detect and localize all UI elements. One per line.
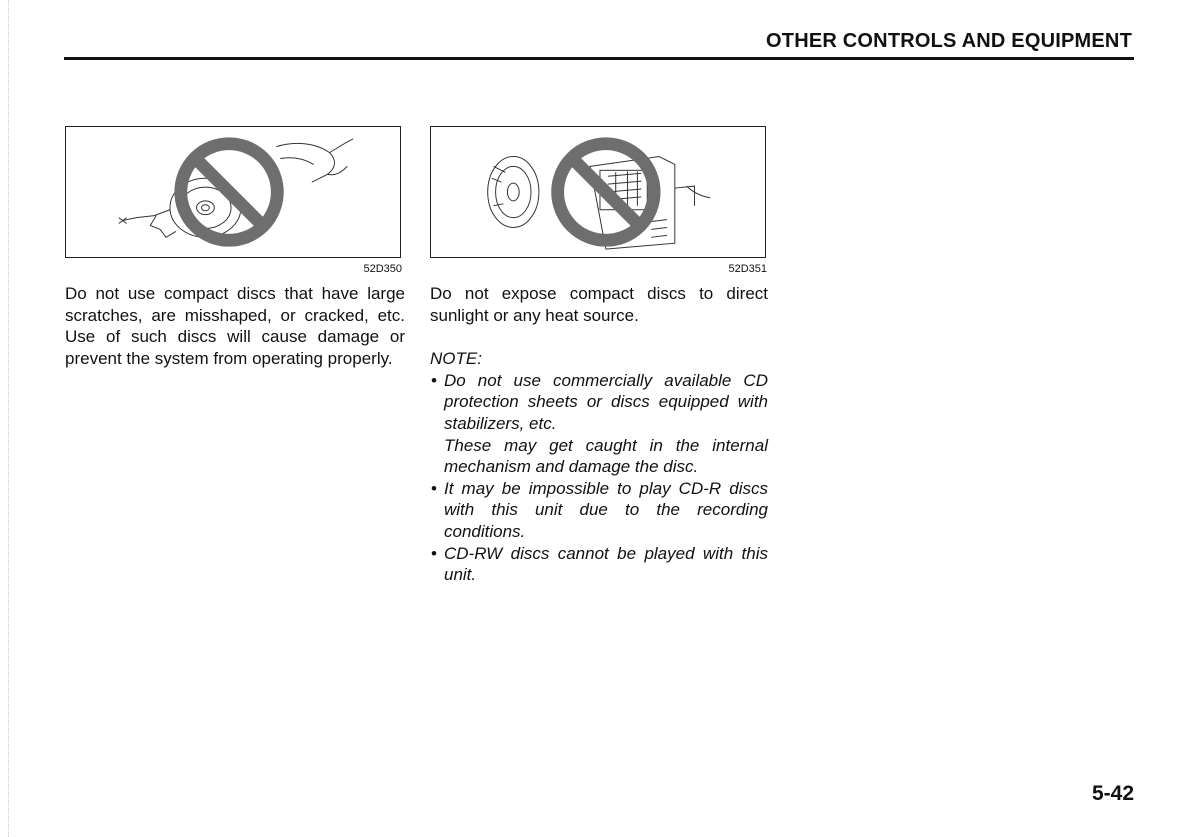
note-text: It may be impossible to play CD-R discs with this unit due to the recording conditions. bbox=[444, 478, 768, 541]
note-item bbox=[430, 478, 768, 543]
paragraph-heat-exposure: Do not expose compact discs to direct sunlight or any heat source. bbox=[430, 284, 768, 325]
note-item bbox=[430, 370, 768, 478]
figure-code: 52D350 bbox=[363, 263, 402, 275]
page-number: 5-42 bbox=[1091, 782, 1134, 805]
note-list bbox=[430, 370, 768, 586]
note-item bbox=[430, 543, 768, 586]
right-column bbox=[430, 283, 768, 586]
page-edge bbox=[8, 0, 9, 837]
note-text: These may get caught in the internal mechanism and damage the disc. bbox=[444, 435, 768, 477]
left-column bbox=[65, 283, 405, 369]
paragraph-damaged-discs: Do not use compact discs that have large scratches, are misshaped, or cracked, etc. Use of such discs will cause damage or prevent the system from operating properly. bbox=[65, 284, 405, 368]
note-text: CD-RW discs cannot be played with this unit. bbox=[444, 543, 768, 585]
note-text: Do not use commercially available CD protection sheets or discs equipped with stabilizers, etc. bbox=[444, 370, 768, 433]
note-heading: NOTE: bbox=[430, 349, 482, 369]
figure-heat-exposure bbox=[430, 126, 766, 258]
section-title: OTHER CONTROLS AND EQUIPMENT bbox=[766, 30, 1132, 52]
header-rule bbox=[64, 57, 1134, 60]
no-damaged-disc-icon bbox=[66, 127, 400, 257]
no-heat-exposure-icon bbox=[431, 127, 765, 257]
figure-code: 52D351 bbox=[728, 263, 767, 275]
figure-damaged-disc bbox=[65, 126, 401, 258]
